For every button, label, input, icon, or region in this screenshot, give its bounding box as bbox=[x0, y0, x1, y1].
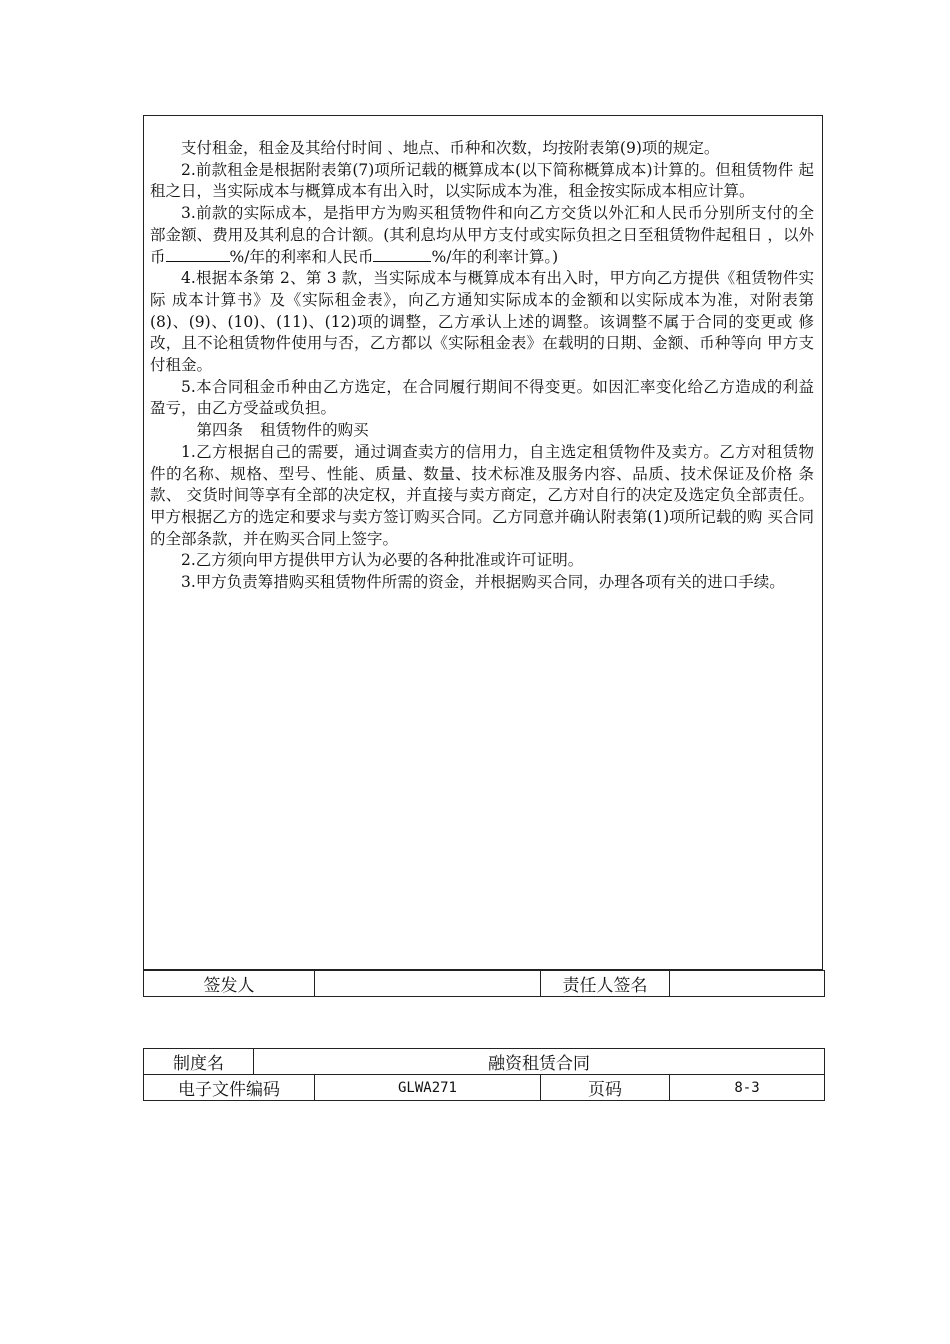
paragraph-3-text-b: %/年的利率和人民币 bbox=[229, 247, 374, 266]
foreign-rate-blank[interactable] bbox=[166, 247, 230, 262]
article-4-paragraph-3: 3.甲方负责筹措购买租赁物件所需的资金，并根据购买合同，办理各项有关的进口手续。 bbox=[181, 573, 785, 592]
paragraph-rent-payment: 支付租金，租金及其给付时间 、地点、币种和次数，均按附表第(9)项的规定。 bbox=[181, 139, 720, 157]
contract-body bbox=[150, 138, 814, 594]
article-4-paragraph-2: 2.乙方须向甲方提供甲方认为必要的各种批准或许可证明。 bbox=[181, 551, 584, 570]
paragraph-3-text-c: %/年的利率计算。) bbox=[431, 247, 559, 266]
article-4-paragraph-1: 1.乙方根据自己的需要，通过调查卖方的信用力，自主选定租赁物件及卖方。乙方对租赁物 件的名称、规格、型号、性能、质量、数量、技术标准及服务内容、品质、技术保证及价格 条款、 交货时间等享有全部的决定权，并直接与卖方商定，乙方对自行的决定及选定负全部责任。 甲方根据乙方的选定和要求与卖方签订购买合同。乙方同意并确认附表第(1)项所记载的购 买合同的全部条款，并在购买合同上签字。 bbox=[150, 442, 814, 548]
responsible-signature-label: 责任人签名 bbox=[541, 971, 670, 997]
article-4-number: 第四条 bbox=[196, 421, 244, 440]
paragraph-4: 4.根据本条第 2、第 3 款，当实际成本与概算成本有出入时，甲方向乙方提供《租赁物件实际 成本计算书》及《实际租金表》，向乙方通知实际成本的金额和以实际成本为准，对附表第 (8)、(9)、(10)、(11)、(12)项的调整，乙方承认上述的调整。该调整不属于合同的变更或 修改，且不论租赁物件使用与否，乙方都以《实际租金表》在载明的日期、金额、币种等向 甲方支付租金。 bbox=[150, 269, 814, 375]
article-4-heading bbox=[150, 420, 814, 442]
issuer-label: 签发人 bbox=[144, 971, 315, 997]
article-4-title: 租赁物件的购买 bbox=[260, 421, 369, 440]
responsible-signature-field[interactable] bbox=[670, 971, 825, 997]
page-label: 页码 bbox=[541, 1075, 670, 1101]
document-info-table bbox=[143, 1048, 825, 1101]
system-name-label: 制度名 bbox=[144, 1049, 254, 1075]
file-code-value: GLWA271 bbox=[315, 1075, 541, 1101]
system-name-value: 融资租赁合同 bbox=[254, 1049, 825, 1075]
issuer-field[interactable] bbox=[315, 971, 541, 997]
file-code-label: 电子文件编码 bbox=[144, 1075, 315, 1101]
paragraph-5: 5.本合同租金币种由乙方选定，在合同履行期间不得变更。如因汇率变化给乙方造成的利益 盈亏，由乙方受益或负担。 bbox=[150, 377, 814, 418]
signature-table bbox=[143, 970, 825, 997]
paragraph-2: 2.前款租金是根据附表第(7)项所记载的概算成本(以下简称概算成本)计算的。但租赁物件 起租之日，当实际成本与概算成本有出入时，以实际成本为准，租金按实际成本相应计算。 bbox=[150, 160, 814, 201]
page-number: 8-3 bbox=[670, 1075, 825, 1101]
paragraph-3-text-a: 3.前款的实际成本，是指甲方为购买租赁物件和向乙方交货以外汇和人民币分别所支付的全 部金额、费用及其利息的合计额。(其利息均从甲方支付或实际负担之日至租赁物件起租日 ，以外币 bbox=[150, 204, 814, 266]
paragraph-3 bbox=[150, 203, 814, 268]
rmb-rate-blank[interactable] bbox=[373, 247, 431, 262]
